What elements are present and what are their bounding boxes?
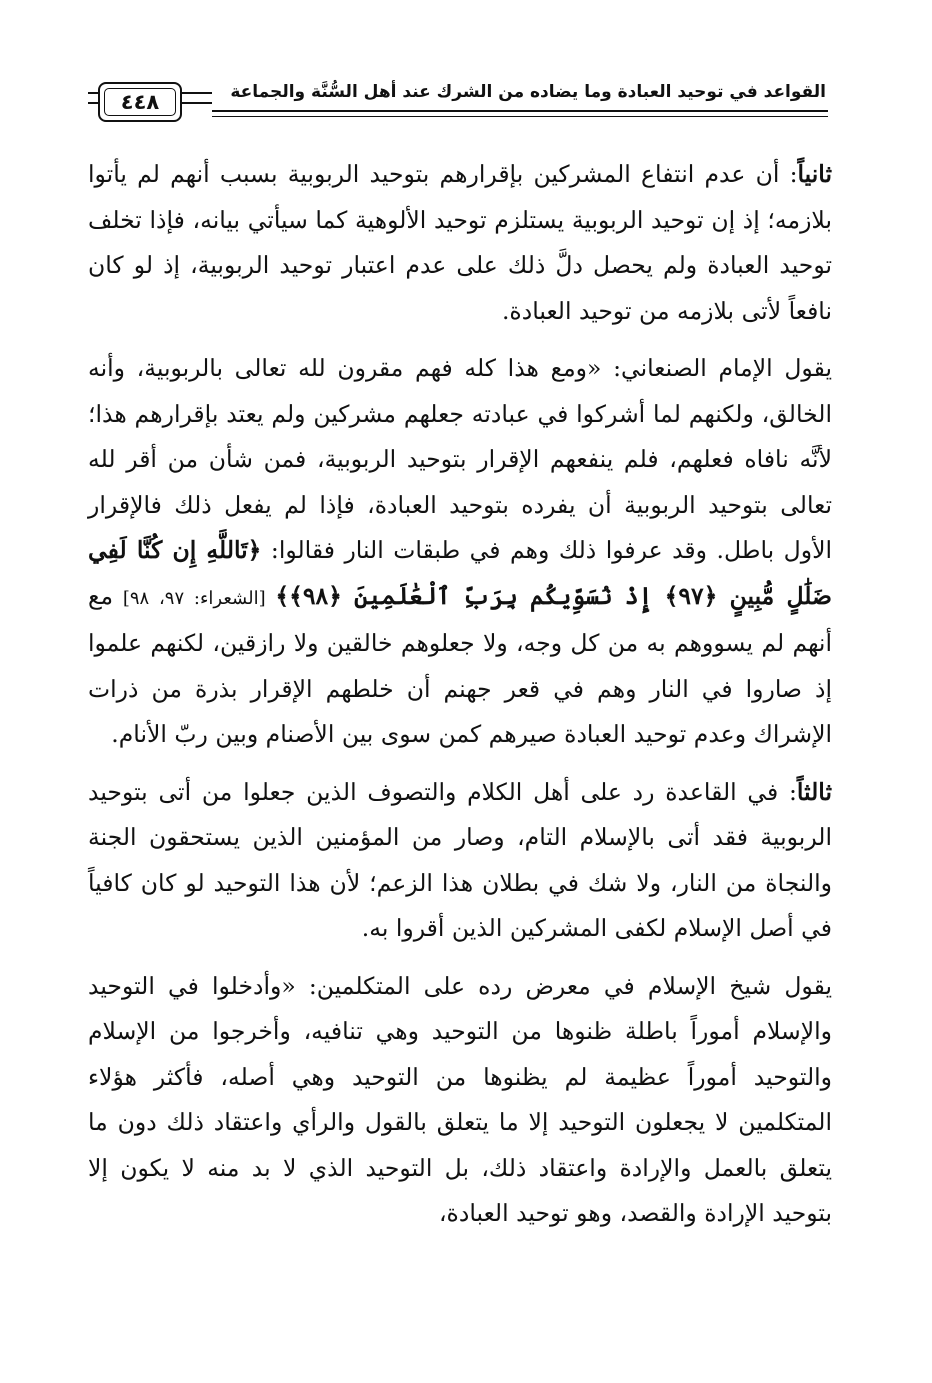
running-header	[88, 78, 828, 134]
header-ornament-left	[88, 92, 98, 104]
running-title: القواعد في توحيد العبادة وما يضاده من الشرك عند أهل السُّنَّة والجماعة	[230, 82, 826, 102]
page-body	[88, 152, 832, 1249]
paragraph-text: مع أنهم لم يسووهم به من كل وجه، ولا جعلوهم خالقين ولا رازقين، لكنهم علموا إذ صاروا في النار وهم في قعر جهنم أن خلطهم الإقرار بذرة من ذرات الإشراك وعدم توحيد العبادة صيرهم كمن سوى بين الأصنام وبين ربّ الأنام.	[88, 581, 832, 748]
paragraph-text: : أن عدم انتفاع المشركين بإقرارهم بتوحيد الربوبية بسبب أنهم لم يأتوا بلازمه؛ إذ إن توحيد الربوبية يستلزم توحيد الألوهية كما سيأتي بيانه، فإذا تخلف توحيد العبادة ولم يحصل دلَّ ذلك على عدم اعتبار توحيد الربوبية، إذ لو كان نافعاً لأتى بلازمه من توحيد العبادة.	[88, 160, 832, 325]
verse-citation: [الشعراء: ٩٧، ٩٨]	[113, 587, 276, 609]
header-rule	[212, 110, 828, 117]
paragraph-ibn-taymiyya-quote	[88, 964, 832, 1237]
paragraph-secondly	[88, 152, 832, 334]
paragraph-text: : في القاعدة رد على أهل الكلام والتصوف الذين جعلوا من أتى بتوحيد الربوبية فقد أتى بالإسلام التام، وصار من المؤمنين الذين يستحقون الجنة والنجاة من النار، ولا شك في بطلان هذا الزعم؛ لأن هذا التوحيد لو كان كافياً في أصل الإسلام لكفى المشركين الذين أقروا به.	[88, 777, 832, 942]
paragraph-text: يقول الإمام الصنعاني: «ومع هذا كله فهم مقرون لله تعالى بالربوبية، وأنه الخالق، ولكنهم لما أشركوا في عبادته جعلهم مشركين ولم يعتد بإقرارهم هذا؛ لأنَّه نافاه فعلهم، فلم ينفعهم الإقرار بتوحيد الربوبية، فمن شأن من أقر لله تعالى بتوحيد الربوبية أن يفرده بتوحيد العبادة، فإذا لم يفعل ذلك فالإقرار الأول باطل. وقد عرفوا ذلك وهم في طبقات النار فقالوا:	[88, 354, 832, 564]
page-number-frame	[98, 82, 182, 122]
paragraph-lead-thirdly: ثالثاً	[796, 777, 832, 806]
paragraph-text: يقول شيخ الإسلام في معرض رده على المتكلمين: «وأدخلوا في التوحيد والإسلام أموراً باطلة ظنوها من التوحيد وهي تنافيه، وأخرجوا من الإسلام والتوحيد أموراً عظيمة لم يظنوها من التوحيد وهي أصله، فأكثر هؤلاء المتكلمين لا يجعلون التوحيد إلا ما يتعلق بالقول والرأي واعتقاد ذلك دون ما يتعلق بالعمل والإرادة واعتقاد ذلك، بل التوحيد الذي لا بد منه لا يكون إلا بتوحيد الإرادة والقصد، وهو توحيد العبادة،	[88, 971, 832, 1227]
paragraph-thirdly	[88, 770, 832, 952]
paragraph-lead-secondly: ثانياً	[797, 160, 832, 188]
page-number: ٤٤٨	[120, 90, 160, 114]
paragraph-sanani-quote	[88, 346, 832, 758]
quran-verse: ﴿تَاللَّهِ إِن كُنَّا لَفِي ضَلَٰلٍ مُّبِينٍ ﴿٩٧﴾ إِذْ نُسَوِّيكُم بِرَبِّ ٱلْعَٰلَمِينَ ﴿٩٨﴾﴾	[88, 536, 833, 610]
header-ornament-right	[182, 92, 212, 104]
